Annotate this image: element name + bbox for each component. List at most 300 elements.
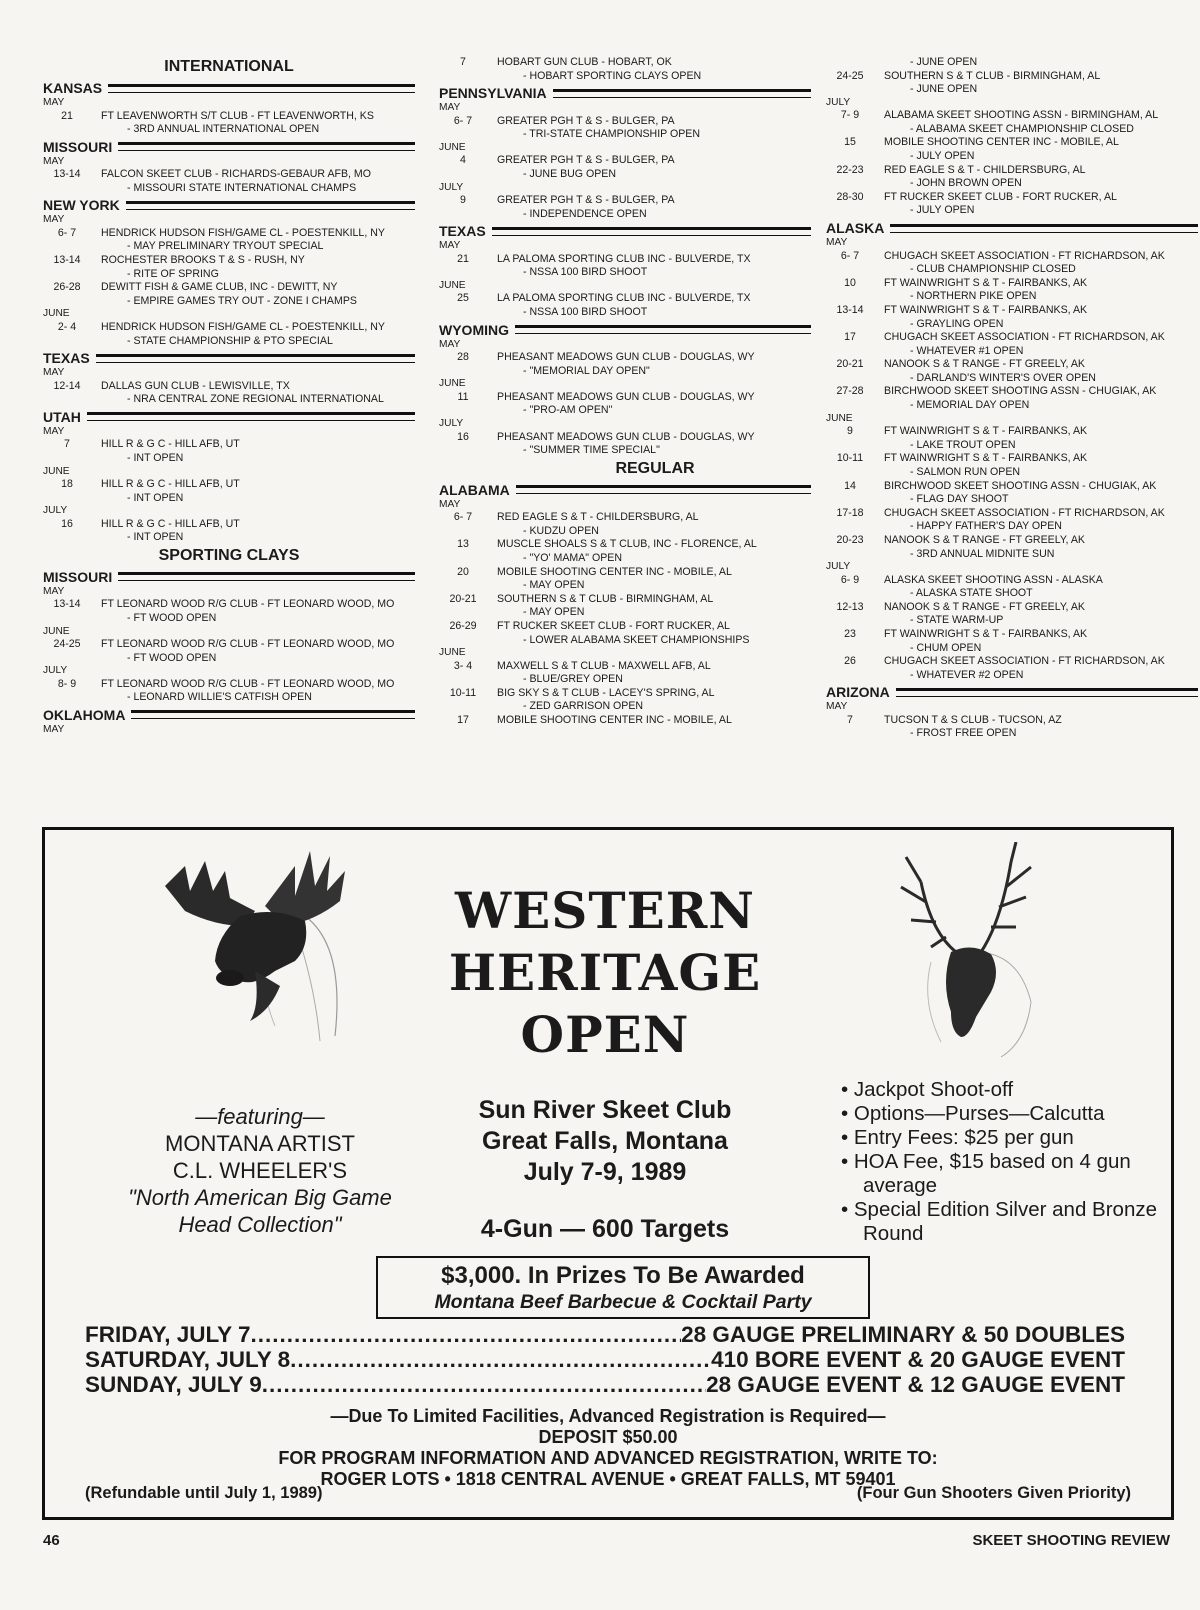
event-date: 17	[844, 331, 856, 344]
event-text	[487, 56, 811, 83]
event-text	[874, 331, 1198, 358]
event-text	[487, 154, 811, 181]
event-entry	[439, 538, 811, 565]
event-entry	[439, 687, 811, 714]
event-text	[874, 358, 1198, 385]
state-heading	[43, 706, 415, 724]
event-title: - MAY OPEN	[523, 579, 585, 592]
event-entry	[826, 164, 1198, 191]
month-label: JULY	[439, 181, 464, 193]
event-title: - ALASKA STATE SHOOT	[910, 587, 1033, 600]
event-text	[91, 321, 415, 348]
event-title: - WHATEVER #2 OPEN	[910, 668, 1024, 681]
heading-rule	[96, 354, 415, 363]
event-date: 15	[844, 136, 856, 149]
event-text	[874, 714, 1198, 741]
event-entry	[439, 593, 811, 620]
event-title: - FLAG DAY SHOOT	[910, 493, 1009, 506]
event-title: - LOWER ALABAMA SKEET CHAMPIONSHIPS	[523, 633, 750, 646]
heading-rule	[87, 412, 415, 421]
party-text: Montana Beef Barbecue & Cocktail Party	[434, 1291, 812, 1313]
event-text	[874, 70, 1198, 97]
state-name: ALASKA	[826, 220, 885, 237]
event-title: - RITE OF SPRING	[127, 267, 219, 280]
event-text	[874, 136, 1198, 163]
event-date: 7	[64, 438, 70, 451]
heading-rule	[896, 688, 1198, 697]
event-date: 28	[457, 351, 469, 364]
event-date: 13-14	[53, 254, 81, 267]
event-entry	[826, 655, 1198, 682]
event-text	[874, 452, 1198, 479]
event-text	[487, 714, 811, 728]
state-name: NEW YORK	[43, 197, 120, 214]
event-date: 11	[457, 390, 469, 403]
month-label: JUNE	[439, 141, 466, 153]
month-label: JULY	[43, 665, 68, 677]
page-number: 46	[43, 1532, 60, 1549]
state-heading	[43, 196, 415, 214]
event-text	[487, 593, 811, 620]
event-entry	[439, 253, 811, 280]
event-date: 6- 7	[840, 249, 860, 262]
event-title: - INT OPEN	[127, 491, 184, 504]
event-text	[487, 431, 811, 458]
event-title: - ZED GARRISON OPEN	[523, 700, 644, 713]
event-title: - STATE WARM-UP	[910, 614, 1004, 627]
publication-name: SKEET SHOOTING REVIEW	[972, 1532, 1170, 1549]
title-line-1: WESTERN	[455, 881, 755, 940]
event-text	[874, 164, 1198, 191]
month-label: JULY	[826, 96, 851, 108]
event-club: HILL R & G C - HILL AFB, UT	[101, 478, 240, 490]
event-entry	[826, 250, 1198, 277]
event-text	[874, 480, 1198, 507]
event-club: LA PALOMA SPORTING CLUB INC - BULVERDE, TX	[497, 252, 751, 265]
event-date: 6- 7	[57, 226, 77, 239]
event-date: 20	[457, 565, 469, 578]
state-name: ALABAMA	[439, 481, 510, 498]
event-entry	[43, 321, 415, 348]
month-label: JULY	[43, 505, 68, 517]
state-name: PENNSYLVANIA	[439, 85, 547, 102]
heading-rule	[492, 227, 811, 236]
month-label: JUNE	[43, 465, 70, 477]
event-text	[874, 304, 1198, 331]
event-text	[874, 655, 1198, 682]
event-entry	[43, 438, 415, 465]
guns-targets: 4-Gun — 600 Targets	[480, 1215, 730, 1243]
event-text	[874, 277, 1198, 304]
event-entry	[43, 598, 415, 625]
state-heading	[826, 219, 1198, 237]
features-list	[841, 1078, 1171, 1246]
event-entry	[439, 391, 811, 418]
event-entry	[826, 109, 1198, 136]
month-label: MAY	[439, 240, 461, 252]
event-text	[487, 351, 811, 378]
event-title: - JULY OPEN	[910, 204, 975, 217]
event-date: 13	[457, 538, 469, 551]
event-entry	[43, 281, 415, 308]
event-text	[487, 566, 811, 593]
event-date: 4	[460, 154, 466, 167]
event-entry	[826, 277, 1198, 304]
event-date: 16	[61, 517, 73, 530]
schedule	[85, 1322, 1125, 1397]
event-title: - NSSA 100 BIRD SHOOT	[523, 266, 648, 279]
title-line-2: HERITAGE	[448, 943, 762, 1002]
event-title: - INDEPENDENCE OPEN	[523, 207, 647, 220]
listing-column-1	[43, 56, 415, 736]
event-entry	[43, 478, 415, 505]
heading-rule	[553, 89, 811, 98]
event-title: - SALMON RUN OPEN	[910, 465, 1021, 478]
event-entry	[826, 304, 1198, 331]
event-date: 6- 9	[840, 573, 860, 586]
event-club: FT WAINWRIGHT S & T - FAIRBANKS, AK	[884, 425, 1088, 438]
featuring-line-1: MONTANA ARTIST	[165, 1131, 355, 1156]
listing-column-3	[826, 56, 1198, 741]
event-text	[487, 687, 811, 714]
event-text	[874, 250, 1198, 277]
event-club: BIRCHWOOD SKEET SHOOTING ASSN - CHUGIAK, AK	[884, 385, 1157, 398]
event-title: - FROST FREE OPEN	[910, 727, 1017, 740]
event-date: 26	[844, 655, 856, 668]
event-text	[487, 115, 811, 142]
event-date: 7- 9	[840, 109, 860, 122]
state-heading	[439, 222, 811, 240]
event-club: FT LEONARD WOOD R/G CLUB - FT LEONARD WOOD, MO	[101, 638, 395, 651]
event-title: - MAY PRELIMINARY TRYOUT SPECIAL	[127, 240, 324, 253]
event-entry	[826, 628, 1198, 655]
month-label: MAY	[43, 585, 65, 597]
event-date: 7	[847, 713, 853, 726]
event-title: - NORTHERN PIKE OPEN	[910, 290, 1037, 303]
state-name: UTAH	[43, 408, 81, 425]
event-club: HENDRICK HUDSON FISH/GAME CL - POESTENKILL, NY	[101, 226, 385, 239]
event-entry	[826, 70, 1198, 97]
event-entry	[826, 358, 1198, 385]
month-label: MAY	[43, 425, 65, 437]
event-club: HILL R & G C - HILL AFB, UT	[101, 438, 240, 451]
event-entry	[439, 511, 811, 538]
heading-rule	[118, 572, 415, 581]
event-text	[487, 194, 811, 221]
event-title: - CLUB CHAMPIONSHIP CLOSED	[910, 263, 1076, 276]
event-date: 9	[847, 425, 853, 438]
event-text	[91, 168, 415, 195]
event-entry	[826, 385, 1198, 412]
event-date: 10	[844, 276, 856, 289]
category-heading: INTERNATIONAL	[164, 58, 294, 75]
event-club: PHEASANT MEADOWS GUN CLUB - DOUGLAS, WY	[497, 430, 755, 443]
schedule-row: SUNDAY, JULY 9 ..... 28 GAUGE EVENT & 12 GAUGE EVENT	[85, 1372, 1125, 1397]
event-club: DALLAS GUN CLUB - LEWISVILLE, TX	[101, 379, 290, 392]
event-entry	[439, 115, 811, 142]
event-club: ALASKA SKEET SHOOTING ASSN - ALASKA	[884, 573, 1103, 586]
event-club: FT RUCKER SKEET CLUB - FORT RUCKER, AL	[884, 190, 1117, 203]
event-entry	[43, 168, 415, 195]
event-text	[874, 385, 1198, 412]
month-label: JULY	[826, 561, 851, 573]
event-text	[91, 227, 415, 254]
event-club: FT LEONARD WOOD R/G CLUB - FT LEONARD WOOD, MO	[101, 677, 395, 690]
event-text	[91, 638, 415, 665]
club-location: Great Falls, Montana	[482, 1127, 728, 1155]
heading-rule	[516, 485, 811, 494]
state-heading	[43, 138, 415, 156]
event-club: PHEASANT MEADOWS GUN CLUB - DOUGLAS, WY	[497, 351, 755, 364]
event-title: - MISSOURI STATE INTERNATIONAL CHAMPS	[127, 181, 357, 194]
event-entry	[826, 425, 1198, 452]
event-entry	[439, 431, 811, 458]
event-entry	[826, 714, 1198, 741]
event-title	[425, 880, 785, 1066]
event-entry	[439, 714, 811, 728]
event-title: - JOHN BROWN OPEN	[910, 177, 1022, 190]
event-club: NANOOK S & T RANGE - FT GREELY, AK	[884, 533, 1085, 546]
month-label: MAY	[43, 155, 65, 167]
event-title: - LAKE TROUT OPEN	[910, 438, 1016, 451]
club-name: Sun River Skeet Club	[478, 1096, 732, 1124]
featuring-line-4: Head Collection"	[178, 1212, 342, 1237]
event-club: ALABAMA SKEET SHOOTING ASSN - BIRMINGHAM, AL	[884, 109, 1159, 122]
month-label: JULY	[439, 418, 464, 429]
heading-rule	[515, 325, 811, 334]
month-label: JUNE	[439, 378, 466, 390]
event-title: - FT WOOD OPEN	[127, 611, 217, 624]
event-entry	[43, 110, 415, 137]
state-heading	[43, 79, 415, 97]
event-title: - 3RD ANNUAL MIDNITE SUN	[910, 547, 1055, 560]
event-club: HENDRICK HUDSON FISH/GAME CL - POESTENKILL, NY	[101, 320, 385, 333]
event-entry	[43, 638, 415, 665]
heading-rule	[131, 710, 415, 719]
event-title: - HAPPY FATHER'S DAY OPEN	[910, 520, 1062, 533]
month-label: MAY	[43, 723, 65, 735]
month-label: MAY	[439, 102, 461, 114]
note-line: DEPOSIT $50.00	[538, 1427, 678, 1447]
state-heading	[826, 683, 1198, 701]
event-club: TUCSON T & S CLUB - TUCSON, AZ	[884, 713, 1062, 726]
event-entry	[43, 227, 415, 254]
event-entry	[439, 351, 811, 378]
event-text	[874, 534, 1198, 561]
event-date: 20-21	[449, 592, 477, 605]
event-date: 14	[844, 479, 856, 492]
prizes-box	[376, 1256, 870, 1319]
event-text	[91, 254, 415, 281]
heading-rule	[108, 84, 415, 93]
event-entry	[826, 191, 1198, 218]
bullet-item: • HOA Fee, $15 based on 4 gun average	[841, 1150, 1131, 1197]
event-entry	[43, 254, 415, 281]
western-heritage-open-ad	[42, 827, 1174, 1520]
event-title: - MAY OPEN	[523, 606, 585, 619]
event-date: 10-11	[449, 686, 477, 699]
month-label: JUNE	[439, 279, 466, 291]
event-text	[91, 110, 415, 137]
event-club: FT RUCKER SKEET CLUB - FORT RUCKER, AL	[497, 619, 730, 632]
month-label: JUNE	[826, 412, 853, 424]
event-date: 23	[844, 627, 856, 640]
note-line: ROGER LOTS • 1818 CENTRAL AVENUE • GREAT FALLS, MT 59401	[320, 1469, 896, 1489]
event-date	[826, 56, 874, 70]
refund-note: (Refundable until July 1, 1989)	[85, 1484, 323, 1502]
club-info	[425, 1095, 785, 1188]
event-club: HILL R & G C - HILL AFB, UT	[101, 517, 240, 530]
event-title: - STATE CHAMPIONSHIP & PTO SPECIAL	[127, 334, 333, 347]
event-date: 9	[460, 194, 466, 207]
event-date: 13-14	[836, 303, 864, 316]
schedule-row: FRIDAY, JULY 7 ..... 28 GAUGE PRELIMINARY & 50 DOUBLES	[85, 1322, 1125, 1347]
event-date: 18	[61, 478, 73, 490]
state-name: WYOMING	[439, 321, 509, 338]
event-title: - INT OPEN	[127, 451, 184, 464]
event-text	[487, 391, 811, 418]
event-date: 16	[457, 430, 469, 443]
event-title: - KUDZU OPEN	[523, 524, 599, 537]
schedule-row: SATURDAY, JULY 8 ..... 410 BORE EVENT & 20 GAUGE EVENT	[85, 1347, 1125, 1372]
month-label: JUNE	[439, 647, 466, 659]
category-heading: SPORTING CLAYS	[158, 546, 300, 564]
event-text	[487, 292, 811, 319]
state-name: TEXAS	[439, 223, 486, 240]
event-text	[487, 660, 811, 687]
event-club: MOBILE SHOOTING CENTER INC - MOBILE, AL	[497, 565, 732, 578]
event-entry	[826, 331, 1198, 358]
event-title: - "YO' MAMA" OPEN	[523, 551, 623, 564]
event-date: 10-11	[836, 452, 864, 465]
heading-rule	[118, 142, 415, 151]
event-date: 27-28	[836, 385, 864, 398]
event-title: - ALABAMA SKEET CHAMPIONSHIP CLOSED	[910, 122, 1134, 135]
event-text	[874, 109, 1198, 136]
bullet-item: • Options—Purses—Calcutta	[841, 1102, 1105, 1125]
event-date: 6- 7	[453, 511, 473, 524]
event-club: SOUTHERN S & T CLUB - BIRMINGHAM, AL	[884, 69, 1101, 82]
event-club: CHUGACH SKEET ASSOCIATION - FT RICHARDSON, AK	[884, 249, 1165, 262]
month-label: JUNE	[43, 308, 70, 320]
event-text	[874, 628, 1198, 655]
event-text	[874, 56, 1198, 70]
state-name: MISSOURI	[43, 138, 113, 155]
month-label: MAY	[43, 97, 65, 108]
state-heading	[439, 481, 811, 499]
event-title: - BLUE/GREY OPEN	[523, 673, 623, 686]
event-club: DEWITT FISH & GAME CLUB, INC - DEWITT, NY	[101, 281, 338, 294]
event-date: 21	[61, 109, 73, 122]
event-title: - WHATEVER #1 OPEN	[910, 344, 1024, 357]
state-heading	[43, 568, 415, 586]
event-text	[91, 478, 415, 505]
event-entry	[43, 380, 415, 407]
event-title: - NSSA 100 BIRD SHOOT	[523, 306, 648, 319]
event-date: 20-23	[836, 533, 864, 546]
event-entry	[439, 292, 811, 319]
event-club: NANOOK S & T RANGE - FT GREELY, AK	[884, 600, 1085, 613]
event-club: CHUGACH SKEET ASSOCIATION - FT RICHARDSON, AK	[884, 506, 1165, 519]
event-date: 28-30	[836, 190, 864, 203]
event-club: MUSCLE SHOALS S & T CLUB, INC - FLORENCE, AL	[497, 538, 757, 551]
note-line: —Due To Limited Facilities, Advanced Registration is Required—	[330, 1406, 886, 1426]
state-heading	[439, 321, 811, 339]
event-date: 22-23	[836, 163, 864, 176]
event-entry	[43, 678, 415, 705]
state-name: ARIZONA	[826, 684, 890, 701]
event-date: 24-25	[836, 69, 864, 82]
event-club: ROCHESTER BROOKS T & S - RUSH, NY	[101, 254, 305, 267]
elk-head-illustration	[851, 842, 1091, 1072]
event-entry	[826, 534, 1198, 561]
event-entry	[826, 601, 1198, 628]
event-title: - JUNE OPEN	[910, 56, 978, 68]
event-date: 13-14	[53, 598, 81, 611]
featuring-line-3: "North American Big Game	[128, 1185, 392, 1210]
event-title: - CHUM OPEN	[910, 641, 982, 654]
event-title: - JUNE OPEN	[910, 83, 978, 96]
bullet-item: • Entry Fees: $25 per gun	[841, 1126, 1074, 1149]
event-title: - JUNE BUG OPEN	[523, 167, 617, 180]
event-entry	[439, 194, 811, 221]
event-date: 12-14	[53, 379, 81, 392]
event-title: - "PRO-AM OPEN"	[523, 404, 613, 417]
bullet-item: • Jackpot Shoot-off	[841, 1078, 1014, 1101]
event-text	[487, 538, 811, 565]
event-date: 26-28	[53, 281, 81, 294]
state-name: MISSOURI	[43, 568, 113, 585]
event-club: FT WAINWRIGHT S & T - FAIRBANKS, AK	[884, 627, 1088, 640]
title-line-3: OPEN	[520, 1005, 690, 1064]
event-date: 24-25	[53, 638, 81, 651]
event-entry	[826, 507, 1198, 534]
event-date: 17	[457, 714, 469, 726]
event-text	[91, 281, 415, 308]
event-club: FT LEONARD WOOD R/G CLUB - FT LEONARD WOOD, MO	[101, 598, 395, 611]
event-title: - 3RD ANNUAL INTERNATIONAL OPEN	[127, 123, 320, 136]
event-text	[91, 678, 415, 705]
event-club: PHEASANT MEADOWS GUN CLUB - DOUGLAS, WY	[497, 390, 755, 403]
event-club: FALCON SKEET CLUB - RICHARDS-GEBAUR AFB, MO	[101, 168, 371, 181]
event-title: - FT WOOD OPEN	[127, 651, 217, 664]
event-dates: July 7-9, 1989	[523, 1158, 687, 1186]
month-label: MAY	[826, 237, 848, 249]
event-text	[874, 425, 1198, 452]
event-title: - MEMORIAL DAY OPEN	[910, 399, 1030, 412]
event-entry	[826, 574, 1198, 601]
event-club: GREATER PGH T & S - BULGER, PA	[497, 194, 675, 207]
month-label: MAY	[439, 498, 461, 510]
event-title: - INT OPEN	[127, 531, 184, 544]
event-date: 6- 7	[453, 114, 473, 127]
event-date: 26-29	[449, 619, 477, 632]
event-text	[874, 601, 1198, 628]
featuring-label: —featuring—	[195, 1104, 325, 1129]
event-entry	[439, 56, 811, 83]
event-club: SOUTHERN S & T CLUB - BIRMINGHAM, AL	[497, 592, 714, 605]
event-title: - JULY OPEN	[910, 150, 975, 163]
featuring-block	[65, 1103, 455, 1238]
event-text	[487, 620, 811, 647]
event-club: FT LEAVENWORTH S/T CLUB - FT LEAVENWORTH, KS	[101, 109, 374, 122]
event-text	[91, 438, 415, 465]
event-club: MAXWELL S & T CLUB - MAXWELL AFB, AL	[497, 659, 711, 672]
event-entry	[43, 518, 415, 545]
event-title: - "SUMMER TIME SPECIAL"	[523, 444, 660, 457]
event-club: FT WAINWRIGHT S & T - FAIRBANKS, AK	[884, 452, 1088, 465]
event-title: - TRI-STATE CHAMPIONSHIP OPEN	[523, 128, 700, 141]
